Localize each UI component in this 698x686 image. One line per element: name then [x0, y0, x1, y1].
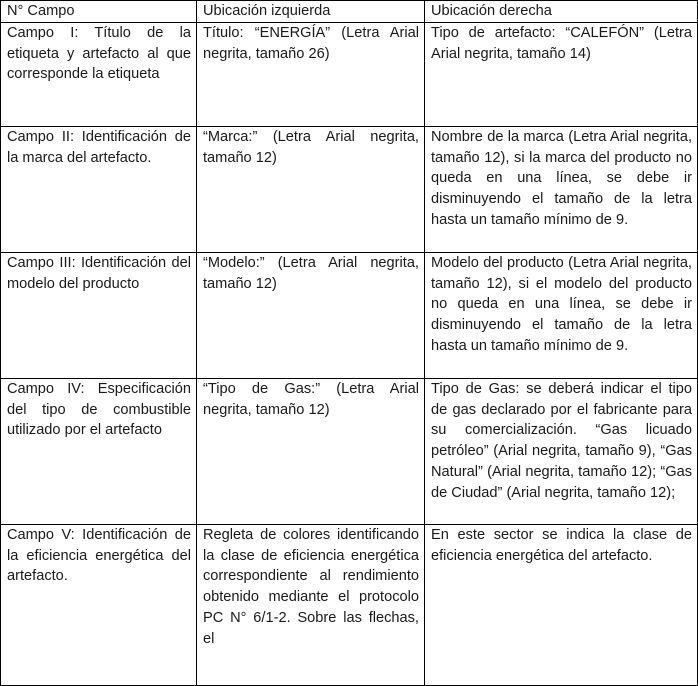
campo-cell: Campo II: Identificación de la marca del artefacto. — [1, 126, 197, 252]
izquierda-cell: “Marca:” (Letra Arial negrita, tamaño 12) — [197, 126, 425, 252]
table-row — [1, 126, 698, 252]
derecha-cell: Tipo de artefacto: “CALEFÓN” (Letra Arial negrita, tamaño 14) — [425, 22, 698, 126]
header-ubicacion-izquierda: Ubicación izquierda — [197, 1, 425, 23]
campo-cell: Campo III: Identificación del modelo del producto — [1, 252, 197, 378]
izquierda-cell: Regleta de colores identificando la clase de eficiencia energética correspondiente al rendimiento obtenido mediante el protocolo PC N° 6/1-2. Sobre las flechas, el — [197, 524, 425, 685]
table-row — [1, 252, 698, 378]
campo-cell: Campo I: Título de la etiqueta y artefacto al que corresponde la etiqueta — [1, 22, 197, 126]
table-header-row — [1, 1, 698, 23]
campo-cell: Campo IV: Especificación del tipo de combustible utilizado por el artefacto — [1, 378, 197, 524]
derecha-cell: En este sector se indica la clase de eficiencia energética del artefacto. — [425, 524, 698, 685]
izquierda-cell: “Tipo de Gas:” (Letra Arial negrita, tamaño 12) — [197, 378, 425, 524]
campo-cell: Campo V: Identificación de la eficiencia energética del artefacto. — [1, 524, 197, 685]
derecha-cell: Modelo del producto (Letra Arial negrita, tamaño 12), si el modelo del producto no queda en una línea, se debe ir disminuyendo el tamaño de la letra hasta un tamaño mínimo de 9. — [425, 252, 698, 378]
table-row — [1, 22, 698, 126]
derecha-cell: Nombre de la marca (Letra Arial negrita, tamaño 12), si la marca del producto no queda en una línea, se debe ir disminuyendo el tamaño de la letra hasta un tamaño mínimo de 9. — [425, 126, 698, 252]
header-ubicacion-derecha: Ubicación derecha — [425, 1, 698, 23]
izquierda-cell: “Modelo:” (Letra Arial negrita, tamaño 12) — [197, 252, 425, 378]
table-row — [1, 378, 698, 524]
header-campo: N° Campo — [1, 1, 197, 23]
derecha-cell: Tipo de Gas: se deberá indicar el tipo de gas declarado por el fabricante para su comercialización. “Gas licuado petróleo” (Arial negrita, tamaño 9), “Gas Natural” (Arial negrita, tamaño 12); “Gas de Ciudad” (Arial negrita, tamaño 12); — [425, 378, 698, 524]
izquierda-cell: Título: “ENERGÍA” (Letra Arial negrita, tamaño 26) — [197, 22, 425, 126]
table-row — [1, 524, 698, 685]
